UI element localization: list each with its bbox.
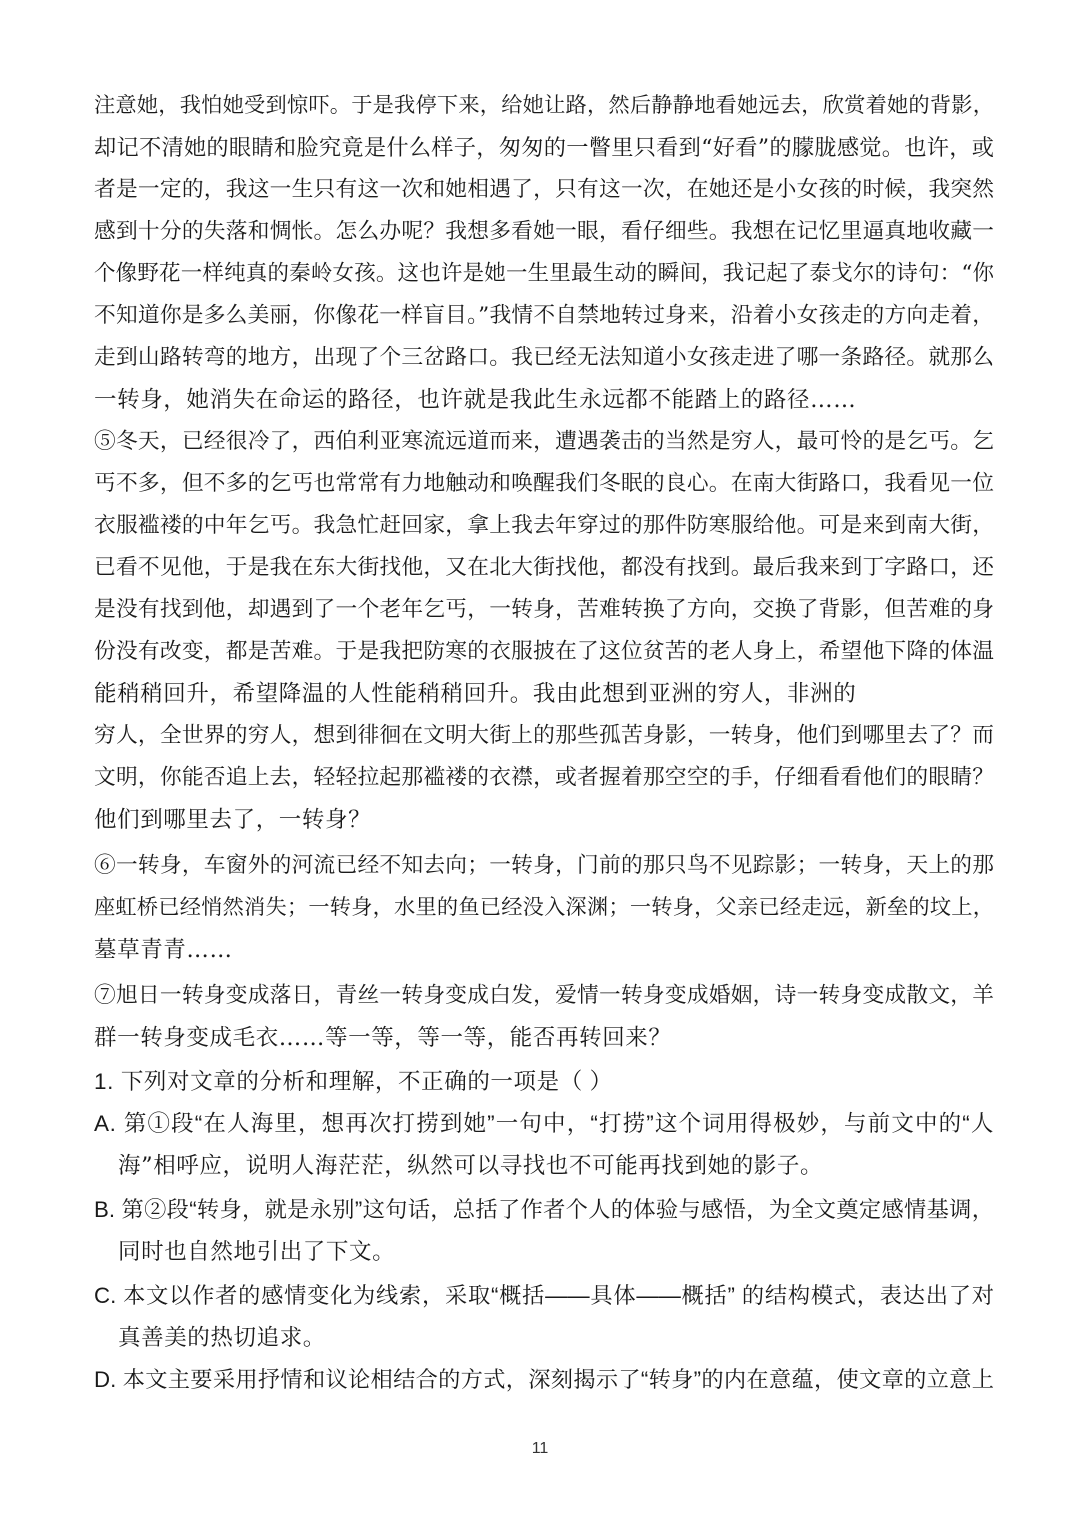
paragraph-5-line: ⑤冬天，已经很冷了，西伯利亚寒流远道而来，遭遇袭击的当然是穷人，最可怜的是乞丐。乞 [94,429,994,454]
passage-line: 不知道你是多么美丽，你像花一样盲目。”我情不自禁地转过身来，沿着小女孩走的方向走着， [94,303,994,328]
paragraph-5-line: 丐不多，但不多的乞丐也常常有力地触动和唤醒我们冬眠的良心。在南大街路口，我看见一位 [94,471,994,496]
paragraph-5-line: 文明，你能否追上去，轻轻拉起那褴褛的衣襟，或者握着那空空的手，仔细看看他们的眼睛？ [94,765,994,790]
passage-line: 注意她，我怕她受到惊吓。于是我停下来，给她让路，然后静静地看她远去，欣赏着她的背影， [94,93,994,118]
paragraph-5-line: 能稍稍回升，希望降温的人性能稍稍回升。我由此想到亚洲的穷人，非洲的 [94,681,857,707]
passage-line: 感到十分的失落和惆怅。怎么办呢？我想多看她一眼，看仔细些。我想在记忆里逼真地收藏一 [94,219,994,244]
option-c-line-1: C. 本文以作者的感情变化为线索，采取“概括——具体——概括” 的结构模式，表达出了对 [94,1283,994,1308]
option-d-line-1: D. 本文主要采用抒情和议论相结合的方式，深刻揭示了“转身”的内在意蕴，使文章的立意上 [94,1367,994,1392]
question-stem: 1. 下列对文章的分析和理解，不正确的一项是（ ） [94,1069,613,1094]
passage-line: 个像野花一样纯真的秦岭女孩。这也许是她一生里最生动的瞬间，我记起了泰戈尔的诗句：“你 [94,261,994,286]
paragraph-6-line: ⑥一转身，车窗外的河流已经不知去向；一转身，门前的那只鸟不见踪影；一转身，天上的那 [94,853,994,878]
paragraph-5-line: 他们到哪里去了，一转身？ [94,807,372,833]
paragraph-5-line: 份没有改变，都是苦难。于是我把防寒的衣服披在了这位贫苦的老人身上，希望他下降的体温 [94,639,994,664]
paragraph-7-line: ⑦旭日一转身变成落日，青丝一转身变成白发，爱情一转身变成婚姻，诗一转身变成散文，羊 [94,983,994,1008]
paragraph-5-line: 穷人，全世界的穷人，想到徘徊在文明大街上的那些孤苦身影，一转身，他们到哪里去了？而 [94,723,994,748]
paragraph-5-line: 是没有找到他，却遇到了一个老年乞丐，一转身，苦难转换了方向，交换了背影，但苦难的身 [94,597,994,622]
paragraph-6-line: 墓草青青…… [94,937,233,963]
page-number: 11 [531,1440,549,1457]
passage-line: 一转身，她消失在命运的路径，也许就是我此生永远都不能踏上的路径…… [94,387,857,413]
passage-line: 者是一定的，我这一生只有这一次和她相遇了，只有这一次，在她还是小女孩的时候，我突然 [94,177,994,202]
paragraph-7-line: 群一转身变成毛衣……等一等，等一等，能否再转回来？ [94,1025,672,1051]
option-b-line-2: 同时也自然地引出了下文。 [118,1239,396,1265]
passage-line: 却记不清她的眼睛和脸究竟是什么样子，匆匆的一瞥里只看到“好看”的朦胧感觉。也许，或 [94,135,994,161]
paragraph-6-line: 座虹桥已经悄然消失；一转身，水里的鱼已经没入深渊；一转身，父亲已经走远，新垒的坟上， [94,895,994,920]
option-c-line-2: 真善美的热切追求。 [118,1325,326,1351]
option-a-line-2: 海”相呼应，说明人海茫茫，纵然可以寻找也不可能再找到她的影子。 [118,1153,824,1179]
option-a-line-1: A. 第①段“在人海里，想再次打捞到她”一句中，“打捞”这个词用得极妙，与前文中的“人 [94,1111,994,1136]
paragraph-5-line: 衣服褴褛的中年乞丐。我急忙赶回家，拿上我去年穿过的那件防寒服给他。可是来到南大街， [94,513,994,538]
option-b-line-1: B. 第②段“转身，就是永别”这句话，总括了作者个人的体验与感悟，为全文奠定感情基调， [94,1197,994,1222]
paragraph-5-line: 已看不见他，于是我在东大街找他，又在北大街找他，都没有找到。最后我来到丁字路口，还 [94,555,994,580]
passage-line: 走到山路转弯的地方，出现了个三岔路口。我已经无法知道小女孩走进了哪一条路径。就那么 [94,345,994,370]
